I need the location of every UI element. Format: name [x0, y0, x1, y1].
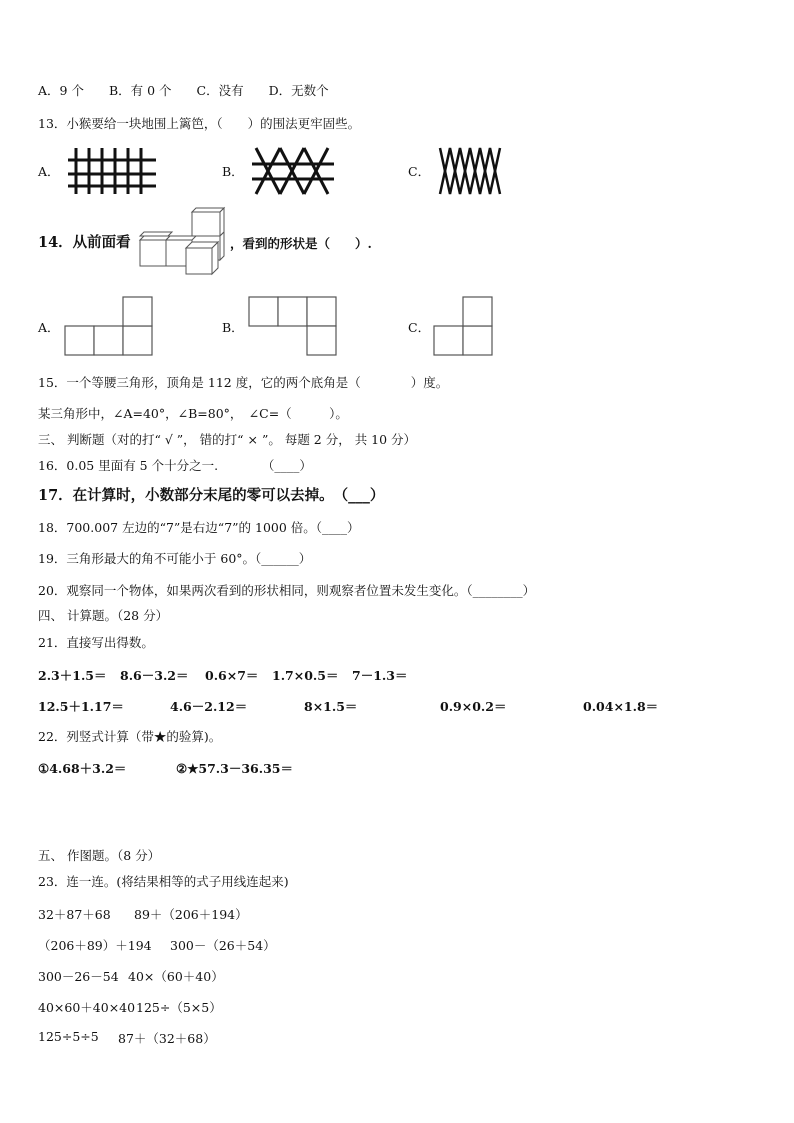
section-4-heading: 四、 计算题。（28 分） [38, 608, 169, 623]
calc-item: 0.9×0.2＝ [440, 699, 507, 714]
fence-grid-figure [66, 146, 158, 196]
q23-question: 23．连一连。(将结果相等的式子用线连起来) [38, 874, 289, 889]
q22-question: 22．列竖式计算（带★的验算)。 [38, 729, 222, 744]
match-left-item: 300－26－54 [38, 969, 119, 984]
vertical-calc-item: ②★57.3－36.35＝ [176, 761, 293, 776]
q14-option-c-label: C． [408, 320, 431, 335]
q19-question: 19．三角形最大的角不可能小于 60°。（______） [38, 551, 312, 566]
calc-item: 4.6－2.12＝ [170, 699, 248, 714]
match-right-item: 89＋（206＋194） [134, 907, 248, 922]
q13-question: 13．小猴要给一块地围上篱笆，（ ）的围法更牢固些。 [38, 116, 361, 131]
calc-item: 2.3＋1.5＝ [38, 668, 107, 683]
calc-item: 8.6－3.2＝ [120, 668, 189, 683]
calc-item: 0.04×1.8＝ [583, 699, 659, 714]
match-left-item: （206＋89）＋194 [38, 938, 152, 953]
match-left-item: 125÷5÷5 [38, 1029, 99, 1044]
match-left-item: 40×60＋40×40 [38, 1000, 136, 1015]
match-right-item: 87＋（32＋68） [118, 1031, 216, 1046]
q14-option-a-label: A． [38, 320, 60, 335]
q13-option-a-label: A． [38, 164, 60, 179]
match-left-item: 32＋87＋68 [38, 907, 111, 922]
match-right-item: 300－（26＋54） [170, 938, 276, 953]
q13-option-c-label: C． [408, 164, 431, 179]
section-3-heading: 三、 判断题（对的打“ √ ”， 错的打“ × ”。 每题 2 分， 共 10 分） [38, 432, 417, 447]
view-option-c-figure [433, 296, 495, 356]
section-5-heading: 五、 作图题。（8 分） [38, 848, 161, 863]
match-right-item: 40×（60＋40） [128, 969, 224, 984]
fence-zigzag-figure [436, 146, 504, 196]
match-right-item: 125÷（5×5） [136, 1000, 222, 1015]
calc-item: 12.5＋1.17＝ [38, 699, 124, 714]
fence-cross-figure [250, 146, 336, 196]
q18-question: 18．700.007 左边的“7”是右边“7”的 1000 倍。（____） [38, 520, 360, 535]
q13-option-b-label: B． [222, 164, 244, 179]
q21-question: 21．直接写出得数。 [38, 635, 154, 650]
cube-stack-figure [136, 206, 230, 278]
calc-item: 0.6×7＝ [205, 668, 259, 683]
q17-question: 17．在计算时，小数部分末尾的零可以去掉。 （___） [38, 487, 385, 504]
q16-question: 16．0.05 里面有 5 个十分之一. （____） [38, 458, 312, 473]
view-option-b-figure [248, 296, 338, 356]
q20-question: 20．观察同一个物体，如果两次看到的形状相同，则观察者位置未发生变化。（________） [38, 583, 536, 598]
calc-item: 7－1.3＝ [352, 668, 408, 683]
q14-suffix: ，看到的形状是（ ）. [230, 236, 372, 251]
calc-item: 8×1.5＝ [304, 699, 358, 714]
q12-options: A．9 个 B．有 0 个 C．没有 D．无数个 [38, 83, 329, 98]
calc-item: 1.7×0.5＝ [272, 668, 339, 683]
vertical-calc-item: ①4.68＋3.2＝ [38, 761, 127, 776]
q14-prefix: 14．从前面看 [38, 234, 131, 251]
q14-option-b-label: B． [222, 320, 244, 335]
view-option-a-figure [64, 296, 154, 356]
q15-sub-question: 某三角形中，∠A=40°，∠B=80°， ∠C=（ ）。 [38, 406, 348, 421]
q15-question: 15．一个等腰三角形，顶角是 112 度，它的两个底角是（ ）度。 [38, 375, 449, 390]
